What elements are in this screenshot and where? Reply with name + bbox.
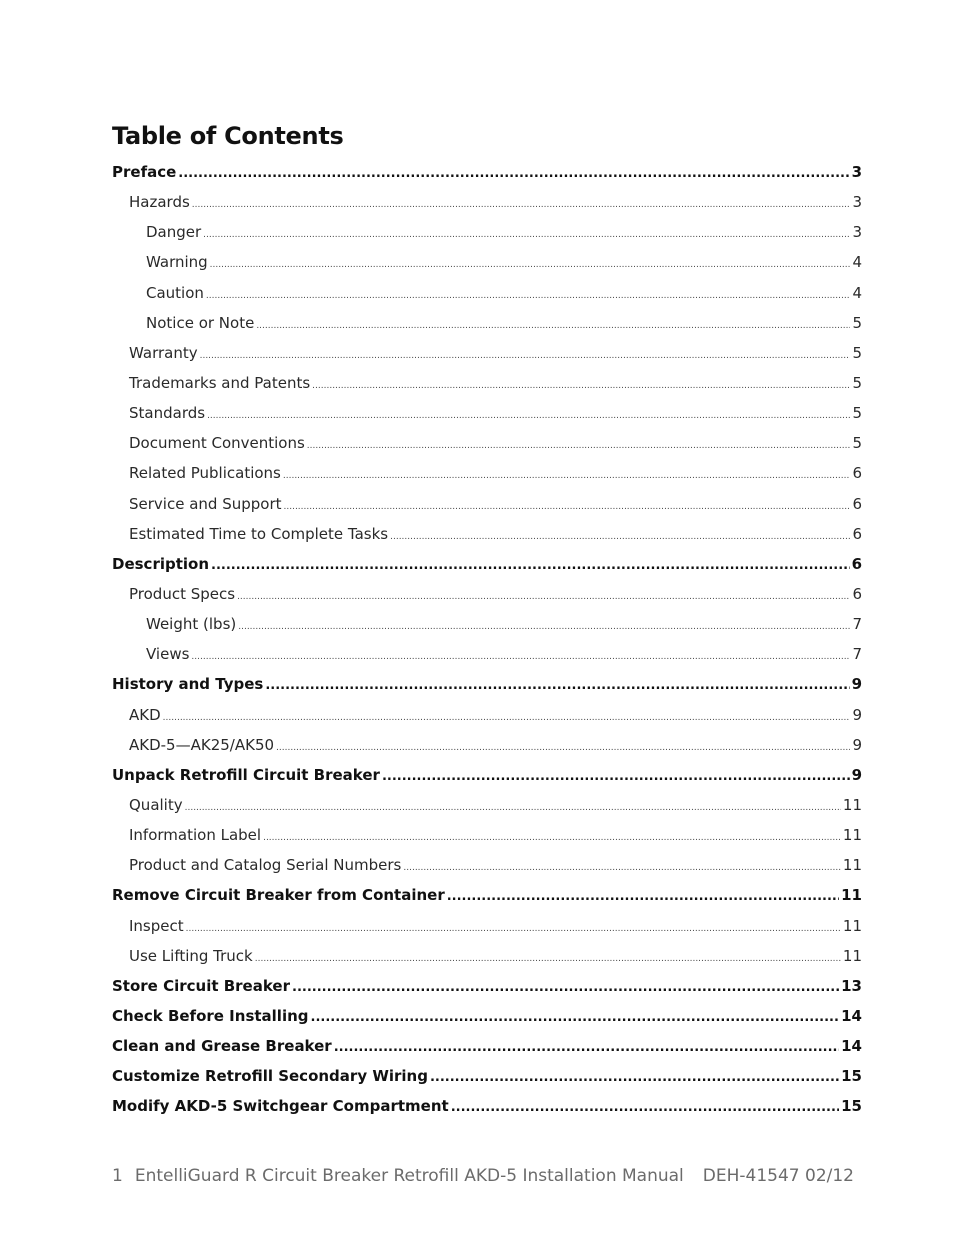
toc-dot-leader [185,793,841,823]
toc-entry-title[interactable]: Caution [146,283,204,302]
toc-entry-page-number[interactable]: 7 [852,645,862,664]
toc-dot-leader [178,159,849,189]
toc-entry-page-number[interactable]: 6 [852,494,862,513]
footer-document-id: DEH-41547 02/12 [702,1166,854,1186]
toc-entry-page-number[interactable]: 9 [852,705,862,724]
toc-entry-page-number[interactable]: 15 [841,1067,862,1086]
toc-entry-page-number[interactable]: 9 [851,675,862,694]
toc-entry-title[interactable]: Modify AKD-5 Switchgear Compartment [112,1097,449,1116]
toc-dot-leader [292,973,839,1003]
toc-entry[interactable] [112,880,862,910]
toc-entry-page-number[interactable]: 7 [852,615,862,634]
toc-entry-page-number[interactable]: 5 [852,434,862,453]
toc-entry-page-number[interactable]: 11 [841,886,862,905]
toc-entry-title[interactable]: Trademarks and Patents [129,373,311,392]
toc-entry-title[interactable]: Notice or Note [146,313,255,332]
toc-entry-title[interactable]: Unpack Retrofill Circuit Breaker [112,765,380,784]
toc-entry[interactable] [112,1031,862,1061]
toc-entry[interactable] [112,579,862,609]
toc-dot-leader [284,492,851,522]
toc-entry[interactable] [112,941,862,971]
toc-dot-leader [382,762,850,792]
toc-entry-title[interactable]: AKD [129,705,161,724]
toc-entry[interactable] [112,971,862,1001]
toc-dot-leader [211,551,850,581]
toc-dot-leader [186,914,841,944]
toc-dot-leader [283,461,851,491]
toc-entry-page-number[interactable]: 5 [852,343,862,362]
toc-entry-title[interactable]: Use Lifting Truck [129,946,253,965]
toc-dot-leader [390,522,850,552]
toc-entry[interactable] [112,157,862,187]
toc-entry[interactable] [112,730,862,760]
toc-dot-leader [276,733,850,763]
toc-entry[interactable] [112,549,862,579]
toc-entry[interactable] [112,428,862,458]
toc-dot-leader [192,190,851,220]
toc-dot-leader [238,612,850,642]
toc-entry-page-number[interactable]: 11 [842,946,862,965]
toc-entry-title[interactable]: Service and Support [129,494,282,513]
toc-entry-title[interactable]: History and Types [112,675,264,694]
toc-entry[interactable] [112,458,862,488]
toc-entry-page-number[interactable]: 5 [852,373,862,392]
toc-entry-title[interactable]: Product and Catalog Serial Numbers [129,856,402,875]
toc-entry-title[interactable]: Clean and Grease Breaker [112,1037,332,1056]
toc-entry[interactable] [112,1001,862,1031]
toc-dot-leader [430,1063,839,1093]
toc-entry[interactable] [112,338,862,368]
toc-entry[interactable] [112,609,862,639]
toc-dot-leader [263,823,841,853]
toc-entry-title[interactable]: Quality [129,795,183,814]
toc-entry-title[interactable]: Standards [129,404,206,423]
toc-dot-leader [307,431,851,461]
toc-entry[interactable] [112,368,862,398]
toc-dot-leader [312,371,850,401]
toc-dot-leader [256,311,850,341]
toc-entry[interactable] [112,217,862,247]
toc-entry-page-number[interactable]: 5 [852,404,862,423]
toc-dot-leader [237,582,850,612]
toc-entry-page-number[interactable]: 6 [851,554,862,573]
toc-dot-leader [447,882,839,912]
toc-entry-page-number[interactable]: 9 [851,765,862,784]
toc-entry[interactable] [112,247,862,277]
toc-entry-page-number[interactable]: 4 [852,283,862,302]
toc-entry-page-number[interactable]: 6 [852,524,862,543]
toc-entry[interactable] [112,489,862,519]
toc-entry-title[interactable]: Description [112,554,210,573]
toc-entry[interactable] [112,790,862,820]
toc-entry-title[interactable]: Warning [146,253,208,272]
toc-entry[interactable] [112,700,862,730]
toc-dot-leader [206,281,851,311]
footer-document-title: EntelliGuard R Circuit Breaker Retrofill AKD-5 Installation Manual [134,1166,684,1186]
toc-entry[interactable] [112,398,862,428]
toc-dot-leader [255,944,841,974]
toc-entry[interactable] [112,760,862,790]
toc-entry[interactable] [112,308,862,338]
toc-entry-page-number[interactable]: 9 [852,735,862,754]
toc-entry[interactable] [112,519,862,549]
toc-entry-title[interactable]: Preface [112,163,177,181]
toc-entry-page-number[interactable]: 6 [852,464,862,483]
toc-entry[interactable] [112,278,862,308]
toc-dot-leader [265,671,849,701]
toc-entry-title[interactable]: Estimated Time to Complete Tasks [129,524,389,543]
toc-entry-page-number[interactable]: 13 [841,976,862,995]
toc-dot-leader [311,1003,840,1033]
toc-entry-title[interactable]: Hazards [129,193,190,212]
toc-entry-title[interactable]: Related Publications [129,464,281,483]
toc-entry-title[interactable]: Inspect [129,916,184,935]
toc-entry-title[interactable]: Document Conventions [129,434,305,453]
toc-dot-leader [334,1033,839,1063]
toc-entry-title[interactable]: Weight (lbs) [146,615,237,634]
toc-dot-leader [203,220,850,250]
toc-entry-title[interactable]: Information Label [129,826,262,845]
toc-entry-title[interactable]: AKD-5—AK25/AK50 [129,735,275,754]
toc-entry-page-number[interactable]: 14 [841,1006,862,1025]
toc-entry-page-number[interactable]: 11 [842,856,862,875]
toc-entry-title[interactable]: Check Before Installing [112,1006,309,1025]
footer-page-number: 1 [112,1166,123,1186]
toc-entry-title[interactable]: Product Specs [129,584,236,603]
toc-entry-title[interactable]: Customize Retrofill Secondary Wiring [112,1067,428,1086]
toc-entry-title[interactable]: Warranty [129,343,198,362]
toc-dot-leader [207,401,850,431]
toc-entry[interactable] [112,669,862,699]
toc-entry-page-number[interactable]: 6 [852,584,862,603]
toc-entry-page-number[interactable]: 5 [852,313,862,332]
toc-entry-title[interactable]: Danger [146,223,202,242]
toc-entry[interactable] [112,820,862,850]
toc-entry[interactable] [112,639,862,669]
toc-entry[interactable] [112,1091,862,1121]
toc-dot-leader [200,341,851,371]
toc-entry-page-number[interactable]: 11 [842,795,862,814]
toc-entry-title[interactable]: Store Circuit Breaker [112,976,290,995]
toc-entry-page-number[interactable]: 11 [842,916,862,935]
toc-entry-page-number[interactable]: 14 [841,1037,862,1056]
toc-entry-title[interactable]: Views [146,645,190,664]
toc-entry[interactable] [112,911,862,941]
table-of-contents [112,157,862,1122]
toc-entry-page-number[interactable]: 4 [852,253,862,272]
toc-entry-page-number[interactable]: 11 [842,826,862,845]
toc-entry-title[interactable]: Remove Circuit Breaker from Container [112,886,445,905]
page-title: Table of Contents [112,122,344,150]
toc-dot-leader [210,250,851,280]
toc-entry[interactable] [112,1061,862,1091]
toc-entry-page-number[interactable]: 15 [841,1097,862,1116]
toc-dot-leader [191,642,850,672]
toc-entry[interactable] [112,850,862,880]
page-footer [112,1166,854,1186]
toc-entry[interactable] [112,187,862,217]
toc-dot-leader [451,1093,839,1123]
toc-entry-page-number[interactable]: 3 [852,223,862,242]
toc-dot-leader [403,853,841,883]
toc-entry-page-number[interactable]: 3 [851,163,862,181]
toc-entry-page-number[interactable]: 3 [852,193,862,212]
toc-dot-leader [163,703,851,733]
